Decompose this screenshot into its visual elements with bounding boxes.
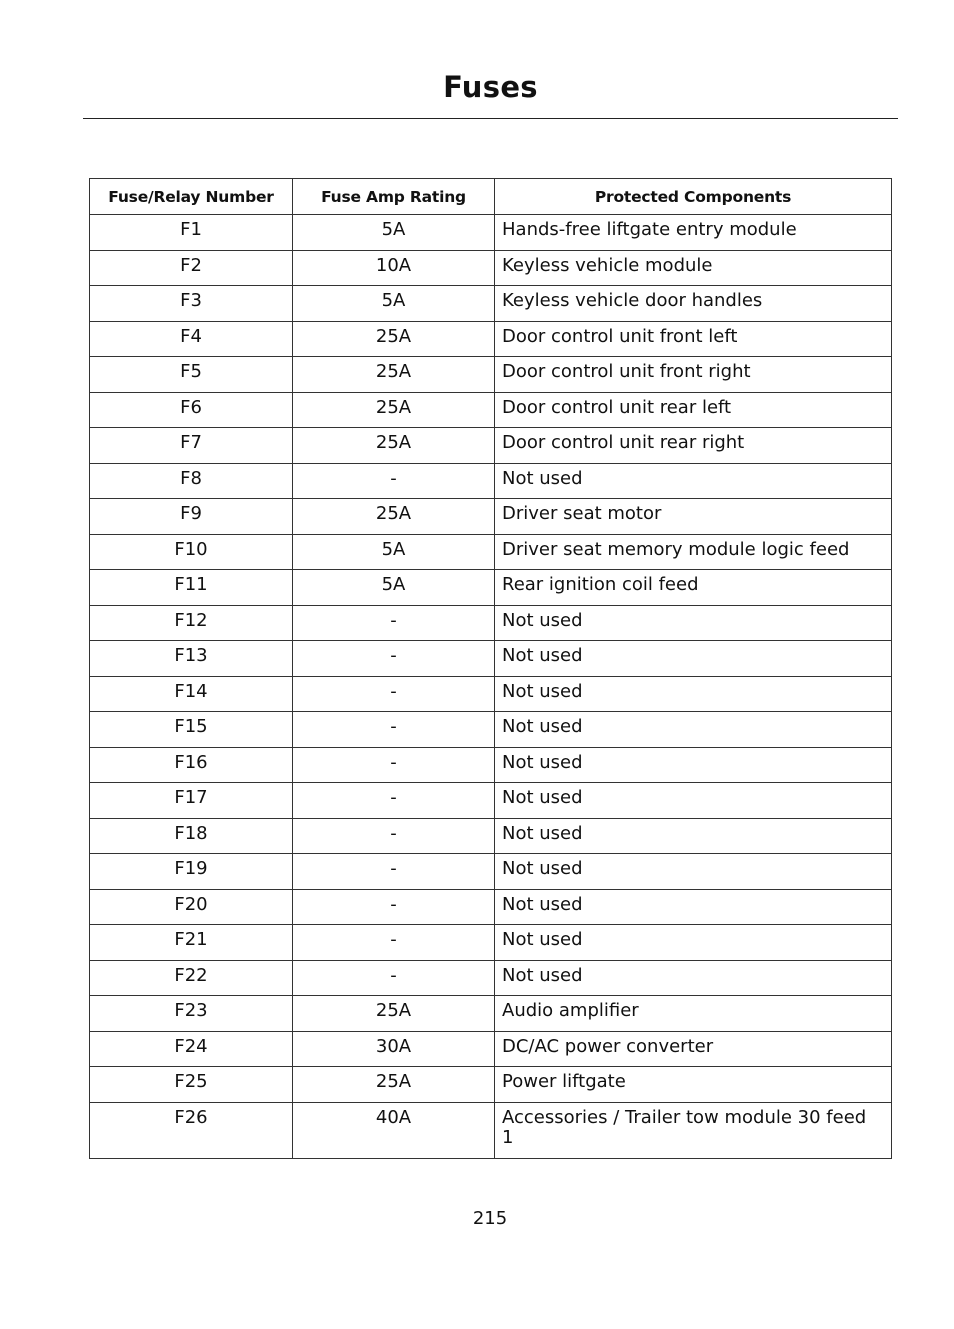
fuse-number-cell: F14 [90, 676, 293, 712]
fuse-number-cell: F2 [90, 250, 293, 286]
header-fuse-number: Fuse/Relay Number [90, 179, 293, 215]
fuse-number-cell: F4 [90, 321, 293, 357]
amp-rating-cell: 30A [293, 1031, 495, 1067]
table-header [90, 179, 892, 215]
protected-component-cell: Not used [495, 783, 892, 819]
protected-component-cell: Not used [495, 925, 892, 961]
page-title: Fuses [443, 70, 538, 104]
fuse-number-cell: F16 [90, 747, 293, 783]
protected-component-cell: Rear ignition coil feed [495, 570, 892, 606]
protected-component-cell: Not used [495, 641, 892, 677]
table-row [90, 854, 892, 890]
fuse-number-cell: F9 [90, 499, 293, 535]
fuse-table [89, 178, 892, 1159]
protected-component-cell: Accessories / Trailer tow module 30 feed 1 [495, 1102, 892, 1158]
amp-rating-cell: 25A [293, 1067, 495, 1103]
header-row [90, 179, 892, 215]
table-row [90, 392, 892, 428]
fuse-number-cell: F20 [90, 889, 293, 925]
protected-component-cell: Hands-free liftgate entry module [495, 215, 892, 251]
amp-rating-cell: - [293, 605, 495, 641]
fuse-number-cell: F26 [90, 1102, 293, 1158]
protected-component-cell: Door control unit rear left [495, 392, 892, 428]
amp-rating-cell: 25A [293, 321, 495, 357]
amp-rating-cell: - [293, 889, 495, 925]
table-row [90, 996, 892, 1032]
page-number: 215 [472, 1208, 508, 1229]
table-row [90, 286, 892, 322]
protected-component-cell: Door control unit front left [495, 321, 892, 357]
table-row [90, 250, 892, 286]
amp-rating-cell: - [293, 463, 495, 499]
table-row [90, 747, 892, 783]
table-row [90, 570, 892, 606]
title-divider [83, 118, 898, 119]
amp-rating-cell: 5A [293, 570, 495, 606]
protected-component-cell: Audio amplifier [495, 996, 892, 1032]
amp-rating-cell: 25A [293, 996, 495, 1032]
amp-rating-cell: - [293, 960, 495, 996]
fuse-number-cell: F7 [90, 428, 293, 464]
table-row [90, 321, 892, 357]
protected-component-cell: Driver seat memory module logic feed [495, 534, 892, 570]
protected-component-cell: Not used [495, 818, 892, 854]
protected-component-cell: Not used [495, 854, 892, 890]
fuse-number-cell: F25 [90, 1067, 293, 1103]
amp-rating-cell: 25A [293, 428, 495, 464]
fuse-number-cell: F15 [90, 712, 293, 748]
table-row [90, 534, 892, 570]
amp-rating-cell: - [293, 925, 495, 961]
protected-component-cell: Not used [495, 712, 892, 748]
fuse-number-cell: F1 [90, 215, 293, 251]
amp-rating-cell: - [293, 854, 495, 890]
fuse-number-cell: F11 [90, 570, 293, 606]
table-row [90, 818, 892, 854]
header-protected-components: Protected Components [495, 179, 892, 215]
protected-component-cell: Not used [495, 747, 892, 783]
table-row [90, 605, 892, 641]
fuse-number-cell: F21 [90, 925, 293, 961]
table-row [90, 889, 892, 925]
protected-component-cell: Keyless vehicle module [495, 250, 892, 286]
amp-rating-cell: - [293, 641, 495, 677]
header-amp-rating: Fuse Amp Rating [293, 179, 495, 215]
fuse-number-cell: F24 [90, 1031, 293, 1067]
protected-component-cell: Door control unit rear right [495, 428, 892, 464]
table-row [90, 428, 892, 464]
protected-component-cell: Door control unit front right [495, 357, 892, 393]
amp-rating-cell: 5A [293, 215, 495, 251]
amp-rating-cell: - [293, 783, 495, 819]
protected-component-cell: Not used [495, 605, 892, 641]
table-row [90, 1031, 892, 1067]
table-row [90, 463, 892, 499]
fuse-number-cell: F23 [90, 996, 293, 1032]
table-row [90, 712, 892, 748]
amp-rating-cell: 25A [293, 392, 495, 428]
protected-component-cell: Not used [495, 889, 892, 925]
protected-component-cell: Keyless vehicle door handles [495, 286, 892, 322]
amp-rating-cell: - [293, 712, 495, 748]
protected-component-cell: Power liftgate [495, 1067, 892, 1103]
amp-rating-cell: 25A [293, 499, 495, 535]
protected-component-cell: Not used [495, 960, 892, 996]
table-body [90, 215, 892, 1159]
fuse-number-cell: F8 [90, 463, 293, 499]
table-row [90, 499, 892, 535]
amp-rating-cell: 10A [293, 250, 495, 286]
table-row [90, 1102, 892, 1158]
table-row [90, 960, 892, 996]
protected-component-cell: Driver seat motor [495, 499, 892, 535]
amp-rating-cell: 5A [293, 534, 495, 570]
amp-rating-cell: - [293, 676, 495, 712]
table-row [90, 357, 892, 393]
fuse-number-cell: F18 [90, 818, 293, 854]
table-row [90, 641, 892, 677]
fuse-number-cell: F6 [90, 392, 293, 428]
amp-rating-cell: 25A [293, 357, 495, 393]
fuse-number-cell: F5 [90, 357, 293, 393]
amp-rating-cell: 5A [293, 286, 495, 322]
table-row [90, 676, 892, 712]
fuse-number-cell: F17 [90, 783, 293, 819]
protected-component-cell: Not used [495, 676, 892, 712]
fuse-number-cell: F3 [90, 286, 293, 322]
table-row [90, 1067, 892, 1103]
amp-rating-cell: 40A [293, 1102, 495, 1158]
table-row [90, 925, 892, 961]
protected-component-cell: Not used [495, 463, 892, 499]
amp-rating-cell: - [293, 818, 495, 854]
fuse-number-cell: F10 [90, 534, 293, 570]
fuse-number-cell: F13 [90, 641, 293, 677]
fuse-number-cell: F12 [90, 605, 293, 641]
amp-rating-cell: - [293, 747, 495, 783]
fuse-number-cell: F19 [90, 854, 293, 890]
table-row [90, 783, 892, 819]
table-row [90, 215, 892, 251]
fuse-number-cell: F22 [90, 960, 293, 996]
protected-component-cell: DC/AC power converter [495, 1031, 892, 1067]
